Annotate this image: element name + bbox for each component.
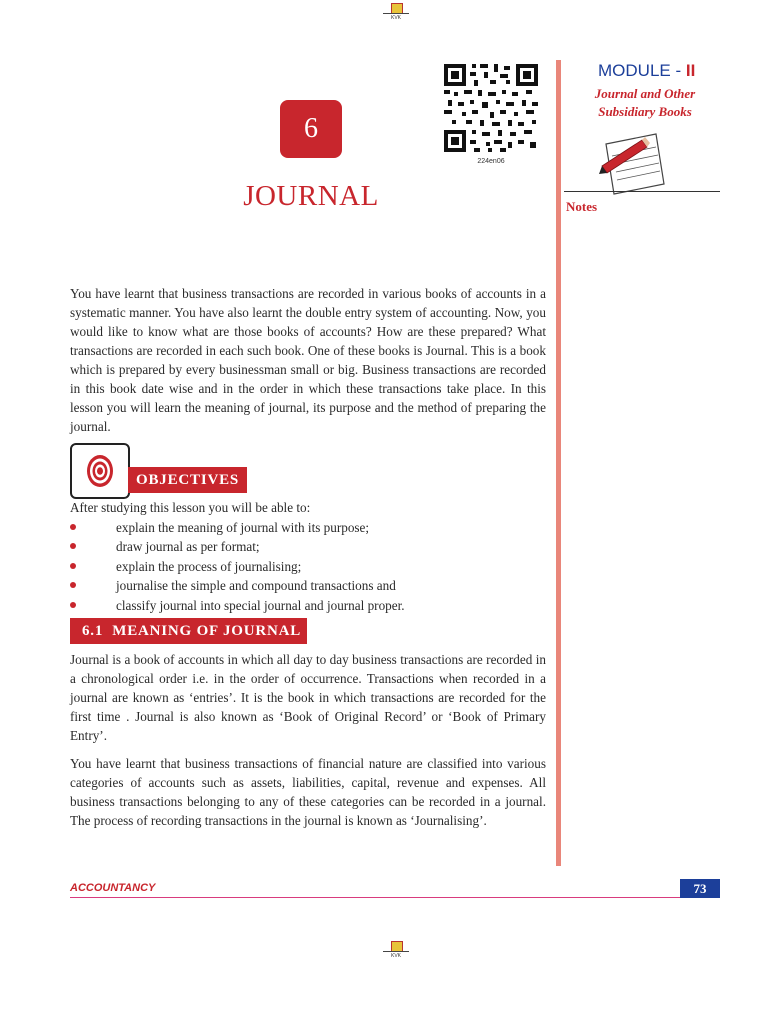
qr-caption: 224en06 — [477, 158, 505, 165]
sidebar-divider — [556, 60, 561, 866]
list-item: draw journal as per format; — [70, 537, 546, 556]
list-item: journalise the simple and compound transactions and — [70, 576, 546, 595]
module-number: II — [685, 61, 696, 80]
module-word: MODULE - — [598, 61, 686, 80]
footer-subject: ACCOUNTANCY — [70, 882, 156, 894]
module-subtitle — [570, 85, 720, 121]
module-subtitle-line1: Journal and Other — [594, 86, 696, 101]
kvk-logo-bottom: KVK — [383, 940, 409, 960]
objectives-heading: OBJECTIVES — [128, 467, 247, 493]
notes-rule — [564, 191, 720, 192]
bullet-icon — [70, 543, 76, 549]
chapter-title: JOURNAL — [243, 180, 379, 212]
intro-paragraph — [70, 284, 546, 436]
list-item: explain the meaning of journal with its purpose; — [70, 518, 546, 537]
list-item: explain the process of journalising; — [70, 557, 546, 576]
bullet-icon — [70, 602, 76, 608]
notepad-pencil-icon — [598, 128, 670, 196]
objectives-list — [70, 518, 546, 615]
chapter-number-badge: 6 — [280, 100, 342, 158]
section-paragraph-1: Journal is a book of accounts in which all day to day business transactions are recorded in a chronological order i.e. in the order of occurrence. Transactions when recorded in a journal are known as ‘entries’. It is the book in which transactions are recorded for the first time . Journal is also known as ‘Book of Original Record’ or ‘Book of Primary Entry’. — [70, 652, 546, 743]
notes-label: Notes — [566, 199, 598, 214]
intro-text: You have learnt that business transactions are recorded in various books of accounts in a systematic manner. You have also learnt the double entry system of accounting. Now, you would like to know what are those books of accounts? How are these prepared? What transactions are recorded in each such book. One of these books is Journal. This is a book which is prepared by every businessman small or big. Business transactions are recorded in this book date wise and in the order in which these transactions take place. In this lesson you will learn the meaning of journal, its purpose and the method of preparing the journal. — [70, 286, 546, 434]
module-subtitle-line2: Subsidiary Books — [598, 104, 692, 119]
objectives-lead: After studying this lesson you will be able to: — [70, 500, 311, 515]
bullet-icon — [70, 563, 76, 569]
kvk-logo-top: KVK — [383, 2, 409, 22]
bullet-icon — [70, 582, 76, 588]
section-heading: 6.1 MEANING OF JOURNAL — [70, 618, 307, 644]
qr-code — [442, 62, 540, 154]
module-label — [598, 61, 695, 81]
page-number: 73 — [680, 879, 720, 898]
list-item: classify journal into special journal and journal proper. — [70, 596, 546, 615]
bullet-icon — [70, 524, 76, 530]
section-paragraph-2: You have learnt that business transactions of financial nature are classified into various categories of accounts such as assets, liabilities, capital, revenue and expenses. All business transactions belonging to any of these categories can be recorded in a journal. The process of recording transactions in the journal is known as ‘Journalising’. — [70, 756, 546, 828]
footer-rule — [70, 897, 720, 898]
target-icon — [70, 443, 130, 499]
